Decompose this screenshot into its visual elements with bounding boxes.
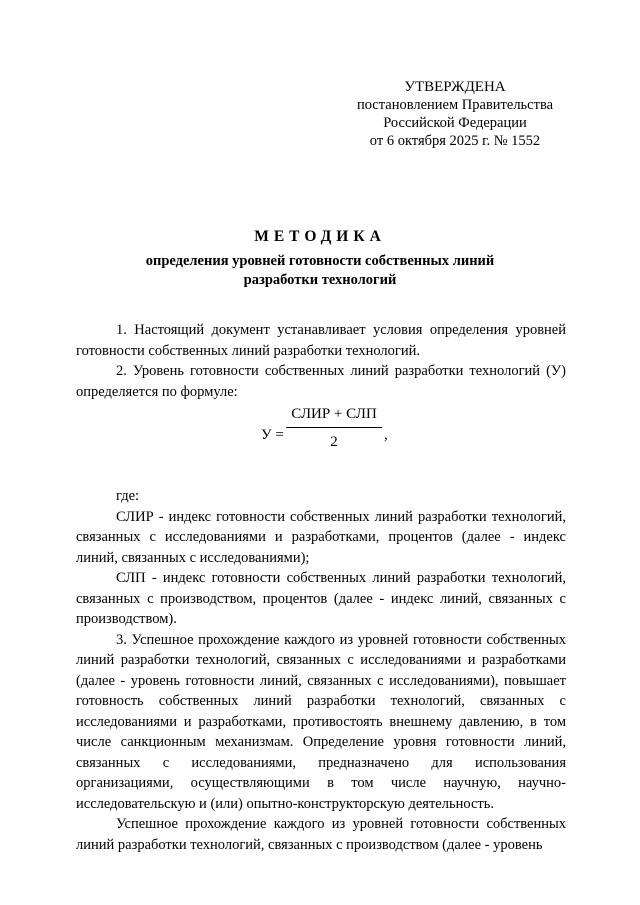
paragraph-slp-definition: СЛП - индекс готовности собственных линий разработки технологий, связанных с производством, процентов (далее - индекс линий, связанных с производством).: [76, 570, 566, 627]
document-body: [76, 320, 566, 855]
approval-line: постановлением Правительства: [356, 97, 554, 113]
approval-block: [330, 78, 580, 150]
paragraph-slir-definition: СЛИР - индекс готовности собственных линий разработки технологий, связанных с исследованиями и разработками, процентов (далее - индекс линий, связанных с исследованиями);: [76, 508, 566, 566]
approval-line: Российской Федерации: [383, 115, 527, 131]
formula-denominator: 2: [330, 433, 338, 450]
subtitle-line: определения уровней готовности собственных линий: [145, 253, 495, 269]
formula-fraction: [286, 404, 382, 452]
formula-numerator: СЛИР + СЛП: [291, 406, 377, 422]
formula: [76, 404, 566, 474]
paragraph-where: где:: [116, 488, 140, 504]
paragraph-3: 3. Успешное прохождение каждого из уровней готовности собственных линий разработки технологий, связанных с исследованиями и разработками (далее - уровень готовности линий, связанных с исследованиями), повышает готовность собственных линий разработки технологий, связанных с исследованиями и разработками, противостоять внешнему давлению, в том числе санкционным механизмам. Определение уровня готовности линий, связанных с исследованиями, предназначено для использования организациями, осуществляющими в том числе научную, научно-исследовательскую и (или) опытно-конструкторскую деятельность.: [76, 631, 566, 812]
paragraph-4: Успешное прохождение каждого из уровней готовности собственных линий разработки технологий, связанных с производством (далее - уровень: [76, 816, 566, 853]
subtitle-line: разработки технологий: [243, 272, 397, 288]
formula-comma: ,: [384, 427, 388, 443]
formula-lhs: У =: [261, 427, 284, 443]
paragraph-1: 1. Настоящий документ устанавливает условия определения уровней готовности собственных линий разработки технологий.: [76, 322, 566, 359]
document-subtitle: [80, 252, 560, 290]
paragraph-2: 2. Уровень готовности собственных линий разработки технологий (У) определяется по формуле:: [76, 363, 566, 400]
document-title: МЕТОДИКА: [254, 228, 386, 245]
fraction-bar: [286, 427, 382, 428]
approval-line: от 6 октября 2025 г. № 1552: [369, 133, 541, 149]
approval-title: УТВЕРЖДЕНА: [404, 79, 506, 95]
